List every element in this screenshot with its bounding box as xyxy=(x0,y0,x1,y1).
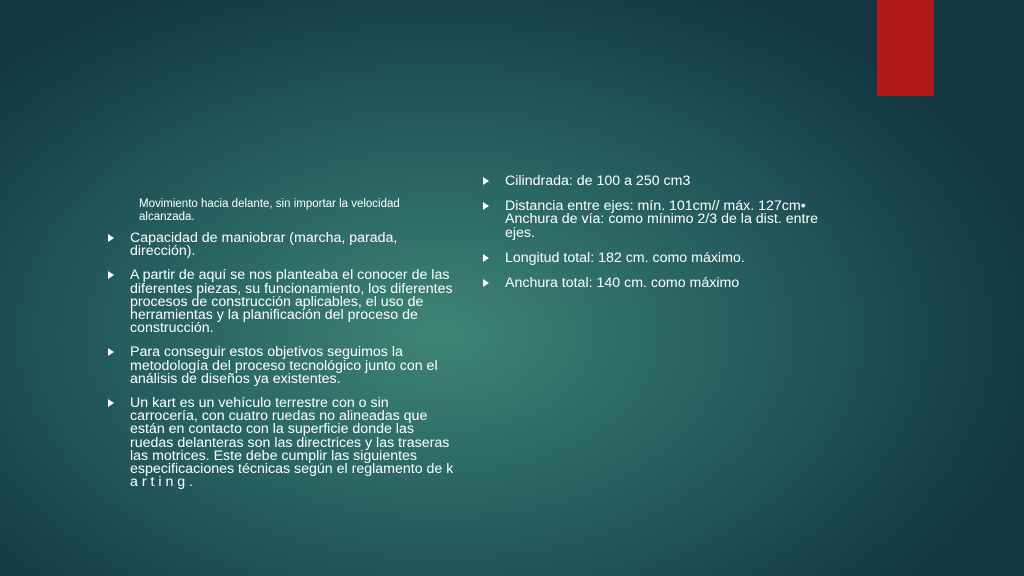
left-column xyxy=(108,198,458,500)
triangle-bullet-icon xyxy=(483,177,489,185)
triangle-bullet-icon xyxy=(483,202,489,210)
bullet-text: Distancia entre ejes: mín. 101cm// máx. 127cm• Anchura de vía: como mínimo 2/3 de la dist. entre ejes. xyxy=(505,198,819,241)
bullet-text: Para conseguir estos objetivos seguimos la metodología del proceso tecnológico junto con el análisis de diseños ya existentes. xyxy=(130,344,438,387)
list-item xyxy=(483,249,843,266)
bullet-text: Un kart es un vehículo terrestre con o sin carrocería, con cuatro ruedas no alineadas que están en contacto con la superficie donde las ruedas delanteras son las directrices y las traseras las motrices. Este debe cumplir las siguientes especificaciones técnicas según el reglamento de k a r t i n g . xyxy=(130,395,454,491)
sub-note: Movimiento hacia delante, sin importar la velocidad alcanzada. xyxy=(139,198,400,223)
list-item xyxy=(483,175,843,188)
triangle-bullet-icon xyxy=(108,271,114,279)
triangle-bullet-icon xyxy=(108,399,114,407)
bullet-text: Cilindrada: de 100 a 250 cm3 xyxy=(505,173,691,189)
triangle-bullet-icon xyxy=(108,234,114,242)
list-item xyxy=(108,232,458,258)
list-item xyxy=(108,346,458,386)
bullet-text: Longitud total: 182 cm. como máximo. xyxy=(505,249,745,266)
list-item xyxy=(108,397,458,489)
triangle-bullet-icon xyxy=(483,254,489,262)
list-item xyxy=(483,200,843,240)
bullet-text: Capacidad de maniobrar (marcha, parada, dirección). xyxy=(130,230,398,260)
list-item xyxy=(483,277,843,290)
right-column xyxy=(483,175,843,302)
triangle-bullet-icon xyxy=(108,348,114,356)
triangle-bullet-icon xyxy=(483,279,489,287)
list-item xyxy=(108,269,458,335)
red-accent-tab xyxy=(877,0,934,96)
bullet-text: A partir de aquí se nos planteaba el conocer de las diferentes piezas, su funcionamiento, los diferentes procesos de construcción aplicables, el uso de herramientas y la planificación del proceso de construcción. xyxy=(130,267,453,337)
bullet-text: Anchura total: 140 cm. como máximo xyxy=(505,275,740,292)
